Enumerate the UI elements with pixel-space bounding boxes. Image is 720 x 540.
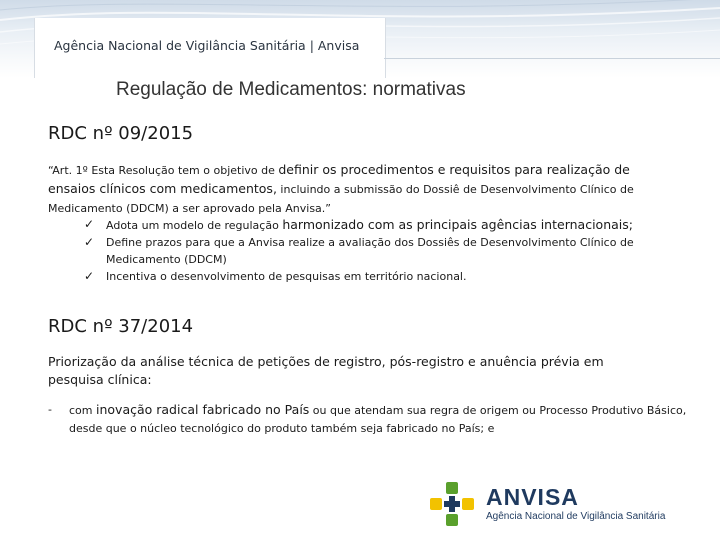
header-rule bbox=[384, 58, 720, 59]
bullet-text: Adota um modelo de regulação bbox=[106, 219, 283, 232]
agency-line: Agência Nacional de Vigilância Sanitária | Anvisa bbox=[54, 38, 360, 53]
logo-name: ANVISA bbox=[486, 484, 579, 510]
section2-heading: RDC nº 37/2014 bbox=[48, 316, 194, 337]
checkmark-icon: ✓ bbox=[84, 235, 95, 249]
dash-text-part2: ou que atendam sua regra de origem ou Processo Produtivo Básico, desde que o núcleo tecnológico do produto também seja fabricado no País; e bbox=[69, 404, 687, 435]
section1-intro-part2: definir os procedimentos e requisitos para realização de ensaios clínicos com medicamentos, bbox=[48, 162, 630, 196]
section1-intro-part1: “Art. 1º Esta Resolução tem o objetivo de bbox=[48, 164, 279, 177]
section2-intro bbox=[48, 352, 648, 388]
list-item bbox=[84, 268, 684, 285]
dash-bullet-icon: - bbox=[48, 403, 52, 416]
section1-intro bbox=[48, 160, 668, 217]
section1-intro-part3: incluindo a submissão do Dossiê de Desenvolvimento Clínico de Medicamento (DDCM) a ser aprovado pela Anvisa.” bbox=[48, 183, 634, 215]
slide-title: Regulação de Medicamentos: normativas bbox=[116, 79, 466, 100]
dash-text-emphasis: inovação radical fabricado no País bbox=[96, 402, 310, 417]
dash-item-text bbox=[69, 401, 709, 438]
checkmark-icon: ✓ bbox=[84, 269, 95, 283]
bullet-text: Incentiva o desenvolvimento de pesquisas em território nacional. bbox=[106, 270, 467, 283]
list-item bbox=[84, 234, 684, 268]
checkmark-icon: ✓ bbox=[84, 217, 95, 231]
section1-heading: RDC nº 09/2015 bbox=[48, 123, 194, 144]
logo-subtitle: Agência Nacional de Vigilância Sanitária bbox=[486, 511, 666, 522]
anvisa-cross-icon bbox=[428, 480, 478, 528]
anvisa-logo bbox=[428, 480, 698, 528]
section1-bullet-list bbox=[84, 216, 684, 285]
dash-text-part1: com bbox=[69, 404, 96, 417]
section2-intro-text: Priorização da análise técnica de petições de registro, pós-registro e anuência prévia em pesquisa clínica: bbox=[48, 354, 604, 387]
list-item bbox=[84, 216, 684, 234]
bullet-text: Define prazos para que a Anvisa realize a avaliação dos Dossiês de Desenvolvimento Clínico de Medicamento (DDCM) bbox=[106, 236, 634, 266]
bullet-text-emphasis: harmonizado com as principais agências internacionais; bbox=[282, 217, 633, 232]
